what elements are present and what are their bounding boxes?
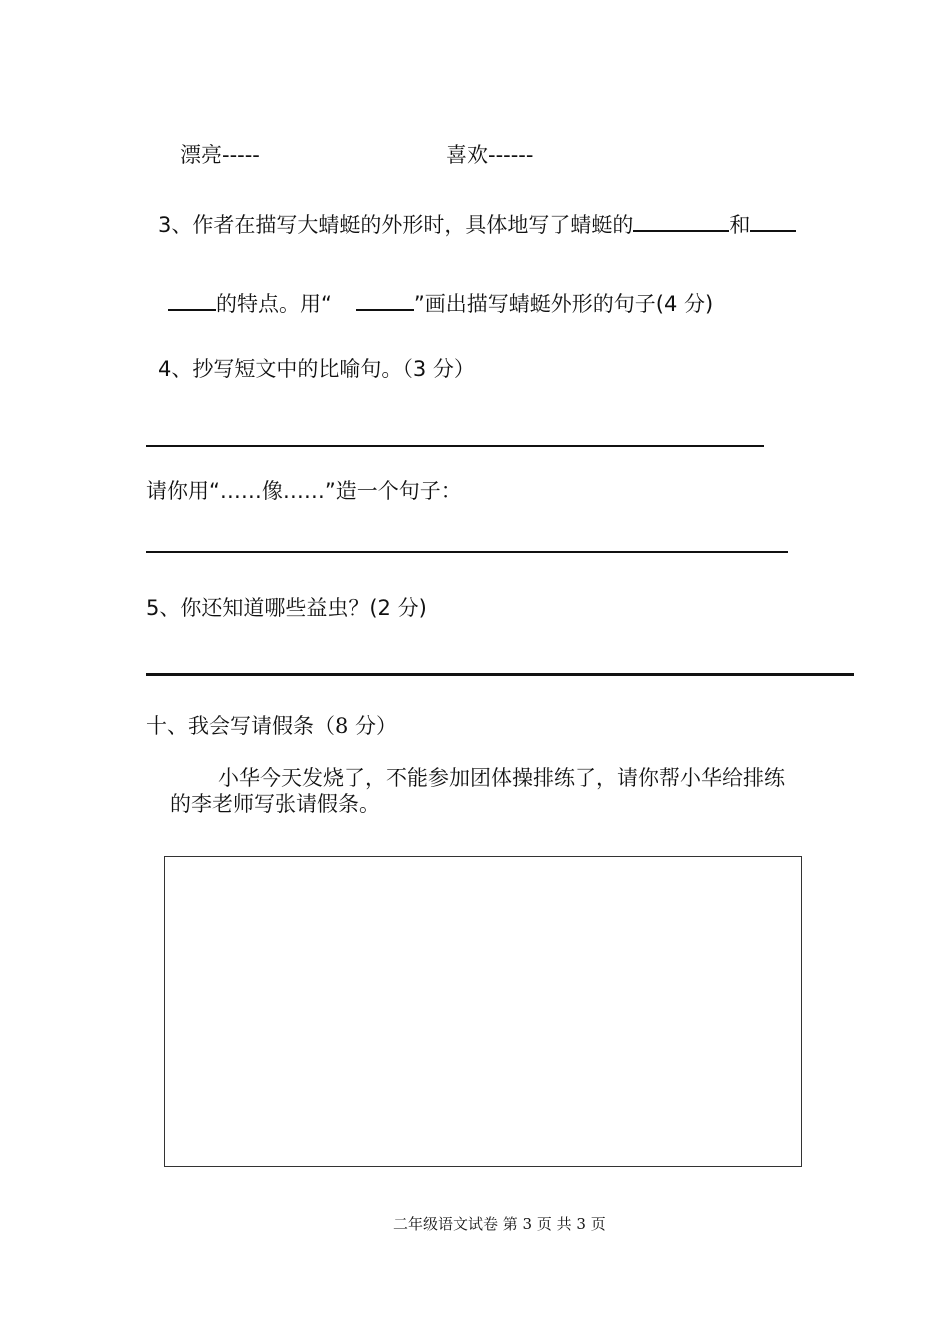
- word-item-xihuan: 喜欢------: [446, 143, 534, 167]
- answer-blank[interactable]: [633, 208, 729, 232]
- section-10-title: 十、我会写请假条（8 分）: [146, 714, 398, 738]
- question-4-sub-prompt: 请你用“……像……”造一个句子：: [146, 479, 462, 503]
- leave-note-writing-box[interactable]: [164, 856, 802, 1167]
- page-footer: 二年级语文试卷 第 3 页 共 3 页: [393, 1215, 606, 1233]
- question-4-prompt: 4、抄写短文中的比喻句。（3 分）: [158, 357, 475, 381]
- word-item-piaoliang: 漂亮-----: [180, 143, 260, 167]
- question-5-prompt: 5、你还知道哪些益虫？(2 分): [146, 596, 427, 620]
- question-3-mid: 的特点。用“: [216, 292, 332, 316]
- answer-line-simile[interactable]: [146, 445, 764, 447]
- answer-blank[interactable]: [750, 208, 796, 232]
- answer-blank[interactable]: [168, 287, 216, 311]
- answer-line-sentence[interactable]: [146, 551, 788, 553]
- question-3-line-1: [158, 208, 796, 239]
- question-3-suffix: ”画出描写蜻蜓外形的句子(4 分): [413, 292, 714, 316]
- answer-line-beneficial-insects[interactable]: [146, 673, 854, 676]
- question-3-prefix: 3、作者在描写大蜻蜓的外形时，具体地写了蜻蜓的: [158, 213, 634, 237]
- question-3-and: 和: [729, 213, 751, 237]
- marking-symbol-blank: [356, 287, 414, 311]
- section-10-task-line-2: 的李老师写张请假条。: [170, 792, 380, 816]
- section-10-task-line-1: 小华今天发烧了，不能参加团体操排练了，请你帮小华给排练: [218, 766, 785, 790]
- question-3-line-2: [168, 287, 713, 318]
